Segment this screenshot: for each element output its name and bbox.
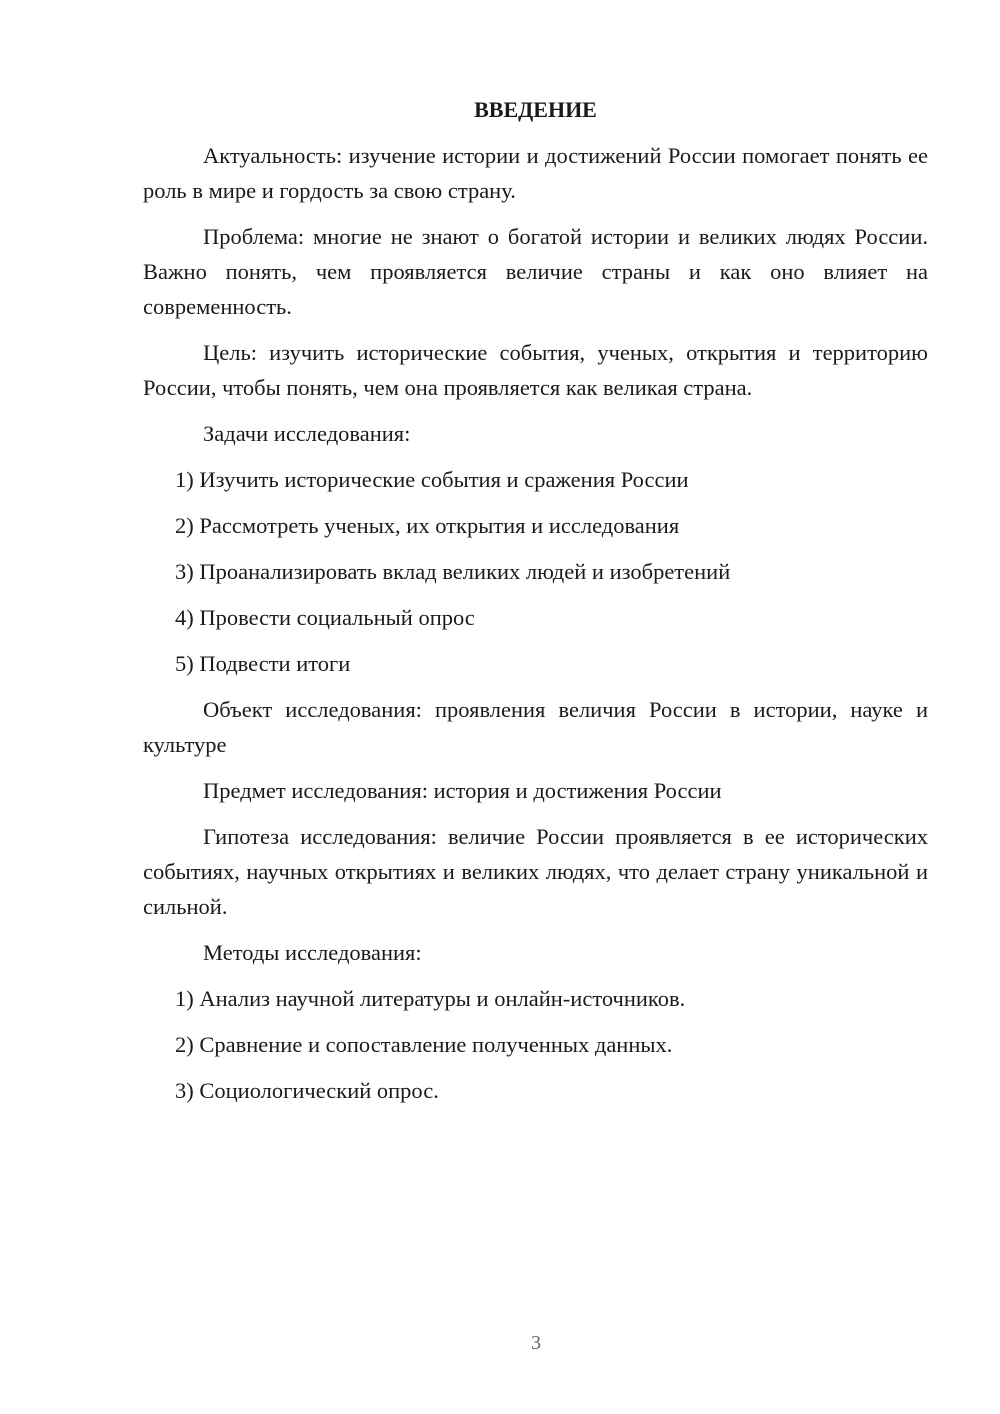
task-item: 3) Проанализировать вклад великих людей и изобретений [175, 559, 731, 584]
method-item: 2) Сравнение и сопоставление полученных данных. [175, 1032, 673, 1057]
object-paragraph: Объект исследования: проявления величия России в истории, науке и культуре [143, 697, 928, 757]
relevance-paragraph: Актуальность: изучение истории и достижений России помогает понять ее роль в мире и гордость за свою страну. [143, 143, 928, 203]
section-title: ВВЕДЕНИЕ [474, 97, 597, 122]
hypothesis-paragraph: Гипотеза исследования: величие России проявляется в ее исторических событиях, научных открытиях и великих людях, что делает страну уникальной и сильной. [143, 824, 928, 919]
problem-paragraph: Проблема: многие не знают о богатой истории и великих людях России. Важно понять, чем проявляется величие страны и как оно влияет на современность. [143, 224, 928, 319]
goal-paragraph: Цель: изучить исторические события, ученых, открытия и территорию России, чтобы понять, чем она проявляется как великая страна. [143, 340, 928, 400]
subject-paragraph: Предмет исследования: история и достижения России [203, 778, 722, 803]
method-item: 1) Анализ научной литературы и онлайн-источников. [175, 986, 686, 1011]
method-item: 3) Социологический опрос. [175, 1078, 439, 1103]
task-item: 5) Подвести итоги [175, 651, 351, 676]
methods-heading: Методы исследования: [203, 940, 422, 965]
task-item: 1) Изучить исторические события и сражения России [175, 467, 689, 492]
task-item: 4) Провести социальный опрос [175, 605, 475, 630]
task-item: 2) Рассмотреть ученых, их открытия и исследования [175, 513, 680, 538]
page-number: 3 [531, 1332, 541, 1354]
tasks-heading: Задачи исследования: [203, 421, 411, 446]
page-content [143, 92, 928, 1119]
